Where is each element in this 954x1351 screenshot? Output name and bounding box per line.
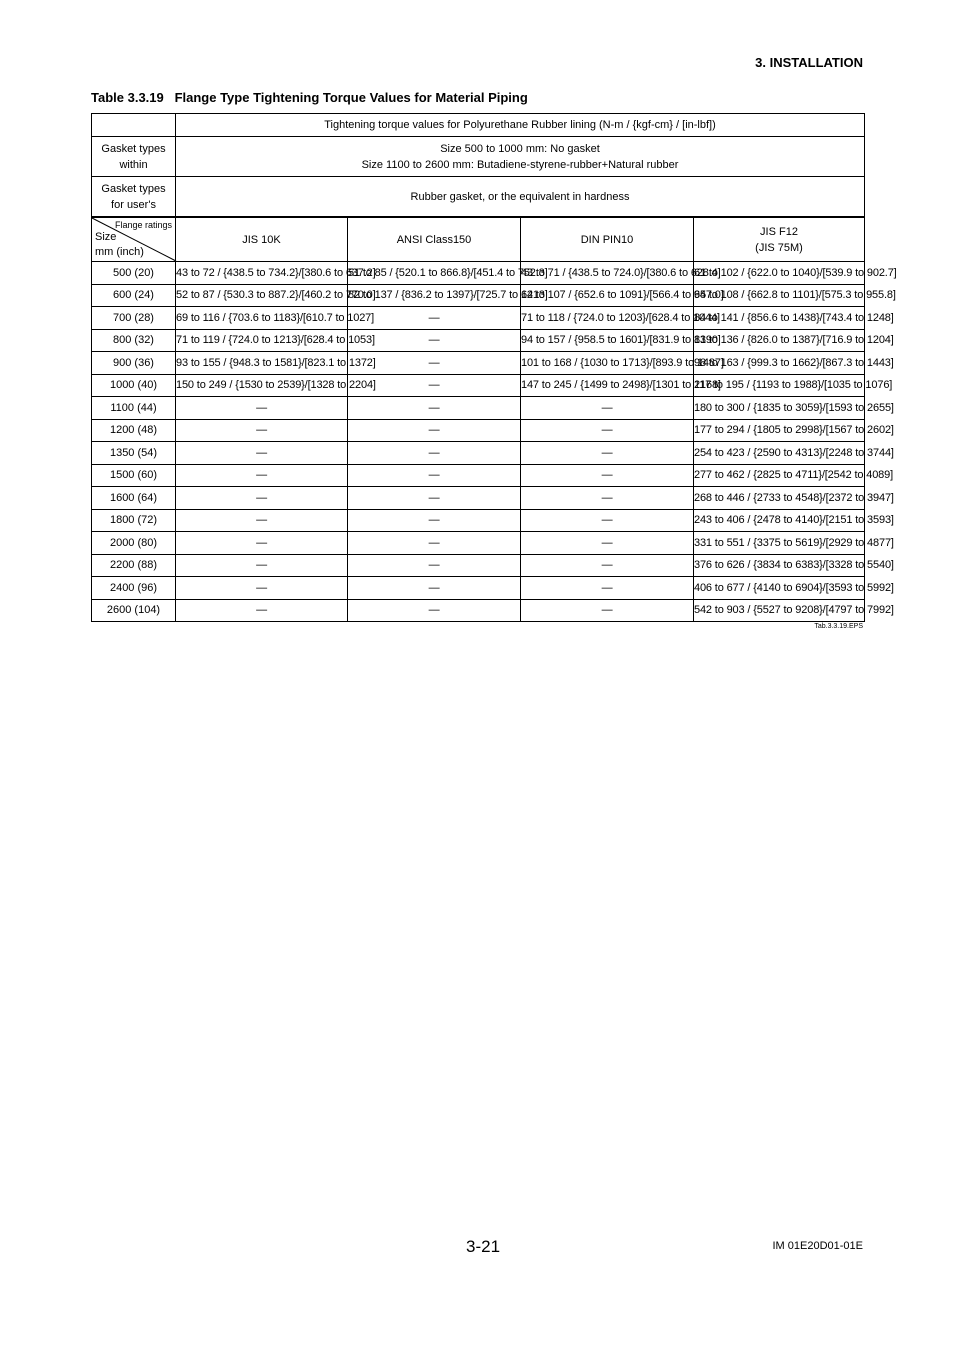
jis10k-cell: — (176, 599, 348, 622)
din-pin10-cell: — (521, 599, 694, 622)
ansi150-cell: — (348, 307, 521, 330)
din-pin10-cell: 43 to 71 / {438.5 to 724.0}/[380.6 to 628.4] (521, 262, 694, 285)
jis10k-cell: 150 to 249 / {1530 to 2539}/[1328 to 2204] (176, 374, 348, 397)
din-pin10-cell: 147 to 245 / {1499 to 2498}/[1301 to 2168] (521, 374, 694, 397)
table-row (92, 554, 865, 577)
size-cell: 800 (32) (92, 329, 176, 352)
din-pin10-cell: — (521, 419, 694, 442)
din-pin10-cell: 101 to 168 / {1030 to 1713}/[893.9 to 1487] (521, 352, 694, 375)
diagonal-corner-cell (92, 217, 176, 262)
col-header-jisf12-line2: (JIS 75M) (755, 241, 803, 254)
jis10k-cell: — (176, 509, 348, 532)
gasket-user-label (92, 177, 176, 218)
table-row (92, 352, 865, 375)
ansi150-cell: — (348, 397, 521, 420)
gasket-within-row (92, 137, 865, 177)
jisf12-cell: 376 to 626 / {3834 to 6383}/[3328 to 5540] (694, 554, 865, 577)
jisf12-cell: 277 to 462 / {2825 to 4711}/[2542 to 4089] (694, 464, 865, 487)
torque-header-cell: Tightening torque values for Polyurethane Rubber lining (N-m / {kgf-cm} / [in-lbf]) (176, 114, 865, 137)
page-number: 3-21 (466, 1237, 501, 1256)
document-id: IM 01E20D01-01E (772, 1240, 863, 1252)
size-cell: 1000 (40) (92, 374, 176, 397)
jisf12-cell: 84 to 141 / {856.6 to 1438}/[743.4 to 1248] (694, 307, 865, 330)
size-label: Size (95, 231, 117, 243)
jis10k-cell: — (176, 487, 348, 510)
jis10k-cell: — (176, 442, 348, 465)
table-row (92, 374, 865, 397)
size-cell: 900 (36) (92, 352, 176, 375)
jis10k-cell: — (176, 397, 348, 420)
size-cell: 600 (24) (92, 284, 176, 307)
ansi150-cell: — (348, 554, 521, 577)
col-header-jisf12 (694, 217, 865, 262)
size-cell: 2400 (96) (92, 577, 176, 600)
blank-corner-cell (92, 114, 176, 137)
ansi150-cell: — (348, 464, 521, 487)
ansi150-cell: — (348, 442, 521, 465)
jisf12-cell: 65 to 108 / {662.8 to 1101}/[575.3 to 955.8] (694, 284, 865, 307)
torque-table (91, 113, 897, 622)
jisf12-cell: 331 to 551 / {3375 to 5619}/[2929 to 4877] (694, 532, 865, 555)
gasket-within-label-line1: Gasket types (101, 142, 166, 155)
table-row (92, 577, 865, 600)
din-pin10-cell: — (521, 509, 694, 532)
size-cell: 1200 (48) (92, 419, 176, 442)
din-pin10-cell: — (521, 532, 694, 555)
col-header-ansi150: ANSI Class150 (348, 217, 521, 262)
table-row (92, 397, 865, 420)
jis10k-cell: 93 to 155 / {948.3 to 1581}/[823.1 to 1372] (176, 352, 348, 375)
ansi150-cell: — (348, 329, 521, 352)
table-row (92, 284, 865, 307)
table-row (92, 307, 865, 330)
jisf12-cell: 254 to 423 / {2590 to 4313}/[2248 to 3744] (694, 442, 865, 465)
din-pin10-cell: — (521, 554, 694, 577)
size-cell: 1500 (60) (92, 464, 176, 487)
jis10k-cell: 71 to 119 / {724.0 to 1213}/[628.4 to 1053] (176, 329, 348, 352)
jisf12-cell: 117 to 195 / {1193 to 1988}/[1035 to 1076] (694, 374, 865, 397)
table-row (92, 509, 865, 532)
table-caption: Table 3.3.19 Flange Type Tightening Torque Values for Material Piping (91, 90, 528, 105)
table-row (92, 532, 865, 555)
gasket-within-label (92, 137, 176, 177)
flange-ratings-label: Flange ratings (114, 220, 172, 230)
jis10k-cell: 52 to 87 / {530.3 to 887.2}/[460.2 to 770.0] (176, 284, 348, 307)
table-row (92, 442, 865, 465)
col-header-jisf12-line1: JIS F12 (760, 225, 798, 238)
size-cell: 500 (20) (92, 262, 176, 285)
col-header-jis10k: JIS 10K (176, 217, 348, 262)
din-pin10-cell: — (521, 487, 694, 510)
jisf12-cell: 180 to 300 / {1835 to 3059}/[1593 to 2655] (694, 397, 865, 420)
ansi150-cell: 51 to 85 / {520.1 to 866.8}/[451.4 to 752.3] (348, 262, 521, 285)
torque-header-row (92, 114, 865, 137)
jis10k-cell: 69 to 116 / {703.6 to 1183}/[610.7 to 1027] (176, 307, 348, 330)
gasket-user-value: Rubber gasket, or the equivalent in hardness (176, 177, 865, 218)
table-row (92, 599, 865, 622)
din-pin10-cell: 71 to 118 / {724.0 to 1203}/[628.4 to 1044] (521, 307, 694, 330)
size-cell: 1350 (54) (92, 442, 176, 465)
size-cell: 1800 (72) (92, 509, 176, 532)
table-row (92, 329, 865, 352)
flange-rating-row (92, 217, 865, 262)
ansi150-cell: 82 to 137 / {836.2 to 1397}/[725.7 to 1213] (348, 284, 521, 307)
jisf12-cell: 268 to 446 / {2733 to 4548}/[2372 to 3947] (694, 487, 865, 510)
size-cell: 1100 (44) (92, 397, 176, 420)
size-cell: 2600 (104) (92, 599, 176, 622)
jis10k-cell: — (176, 554, 348, 577)
section-header: 3. INSTALLATION (755, 55, 863, 70)
jisf12-cell: 406 to 677 / {4140 to 6904}/[3593 to 5992] (694, 577, 865, 600)
jis10k-cell: — (176, 419, 348, 442)
ansi150-cell: — (348, 532, 521, 555)
jis10k-cell: — (176, 464, 348, 487)
gasket-user-row (92, 177, 865, 218)
din-pin10-cell: — (521, 577, 694, 600)
din-pin10-cell: — (521, 464, 694, 487)
table-row (92, 487, 865, 510)
gasket-within-label-line2: within (119, 158, 148, 171)
jisf12-cell: 177 to 294 / {1805 to 2998}/[1567 to 2602] (694, 419, 865, 442)
ansi150-cell: — (348, 577, 521, 600)
eps-reference: Tab.3.3.19.EPS (814, 623, 863, 630)
jisf12-cell: 542 to 903 / {5527 to 9208}/[4797 to 7992] (694, 599, 865, 622)
jis10k-cell: 43 to 72 / {438.5 to 734.2}/[380.6 to 637.2] (176, 262, 348, 285)
table-row (92, 464, 865, 487)
jis10k-cell: — (176, 532, 348, 555)
din-pin10-cell: 94 to 157 / {958.5 to 1601}/[831.9 to 1390] (521, 329, 694, 352)
din-pin10-cell: 64 to 107 / {652.6 to 1091}/[566.4 to 947.0] (521, 284, 694, 307)
ansi150-cell: — (348, 419, 521, 442)
jis10k-cell: — (176, 577, 348, 600)
unit-label: mm (inch) (95, 246, 144, 258)
jisf12-cell: 243 to 406 / {2478 to 4140}/[2151 to 3593] (694, 509, 865, 532)
jisf12-cell: 61 to 102 / {622.0 to 1040}/[539.9 to 902.7] (694, 262, 865, 285)
table-row (92, 419, 865, 442)
jisf12-cell: 98 to 163 / {999.3 to 1662}/[867.3 to 1443] (694, 352, 865, 375)
gasket-within-line1: Size 500 to 1000 mm: No gasket (440, 142, 600, 155)
table-row (92, 262, 865, 285)
size-cell: 2000 (80) (92, 532, 176, 555)
size-cell: 2200 (88) (92, 554, 176, 577)
gasket-within-value (176, 137, 865, 177)
size-cell: 700 (28) (92, 307, 176, 330)
size-cell: 1600 (64) (92, 487, 176, 510)
ansi150-cell: — (348, 487, 521, 510)
ansi150-cell: — (348, 374, 521, 397)
gasket-user-label-line2: for user's (111, 198, 156, 211)
gasket-within-line2: Size 1100 to 2600 mm: Butadiene-styrene-rubber+Natural rubber (361, 158, 679, 171)
gasket-user-label-line1: Gasket types (101, 182, 166, 195)
col-header-din-pin10: DIN PIN10 (521, 217, 694, 262)
jisf12-cell: 81 to 136 / {826.0 to 1387}/[716.9 to 1204] (694, 329, 865, 352)
din-pin10-cell: — (521, 442, 694, 465)
ansi150-cell: — (348, 352, 521, 375)
ansi150-cell: — (348, 509, 521, 532)
din-pin10-cell: — (521, 397, 694, 420)
ansi150-cell: — (348, 599, 521, 622)
